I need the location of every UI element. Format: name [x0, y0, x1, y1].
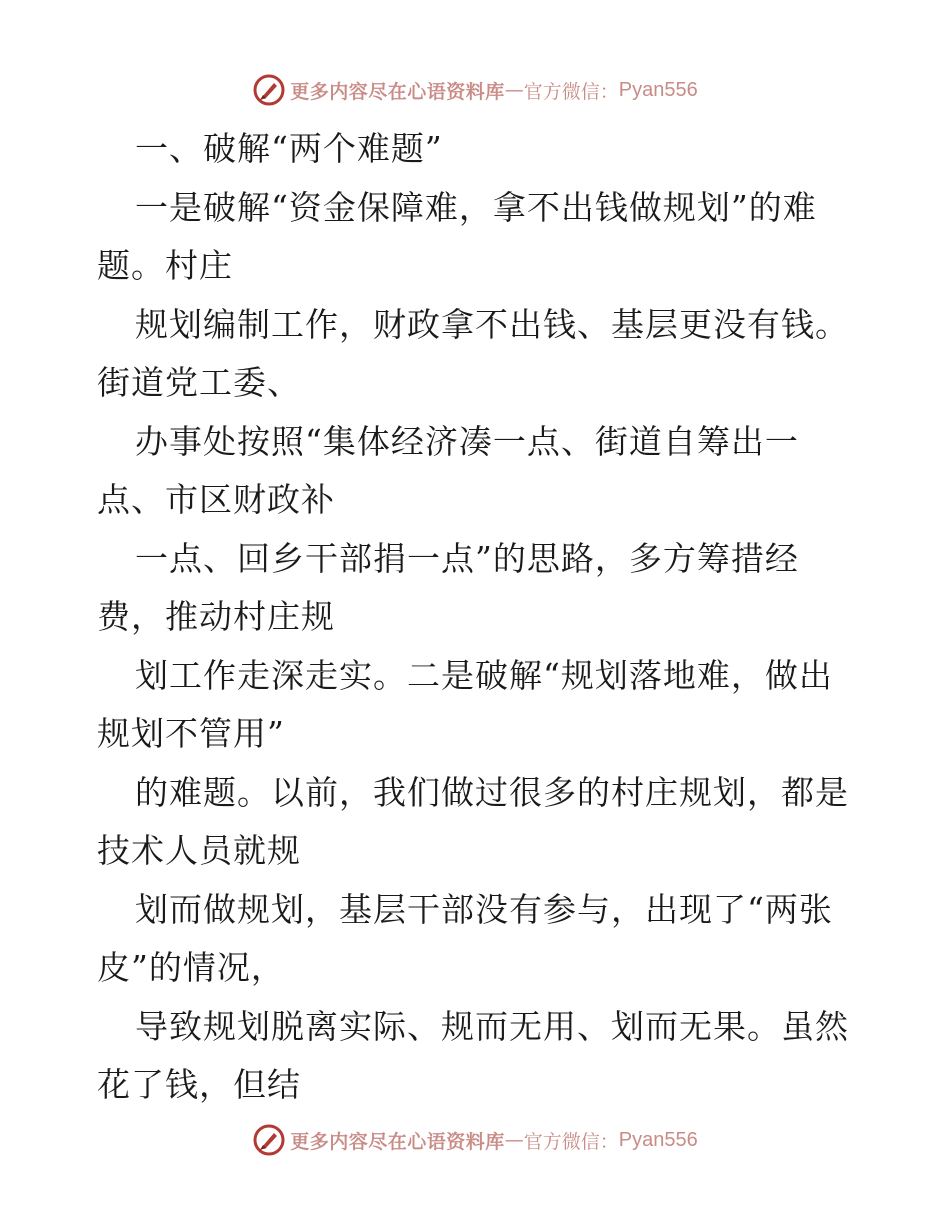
watermark-main-text: 更多内容尽在心语资料库	[290, 1130, 505, 1153]
text-line: 划工作走深走实。二是破解“规划落地难，做出	[135, 655, 833, 695]
footer-watermark	[0, 1120, 950, 1160]
text-line: 一、破解“两个难题”	[135, 129, 443, 168]
text-line: 点、市区财政补	[97, 480, 335, 519]
document-body	[97, 120, 857, 1115]
text-line: 一点、回乡干部捐一点”的思路，多方筹措经	[135, 538, 799, 578]
text-line: 规划编制工作，财政拿不出钱、基层更没有钱。	[135, 304, 849, 344]
header-watermark	[0, 70, 950, 110]
pen-nib-logo-icon	[252, 1123, 286, 1157]
pen-nib-logo-icon	[252, 73, 286, 107]
text-line: 技术人员就规	[97, 831, 301, 870]
text-line: 规划不管用”	[97, 714, 285, 753]
watermark-dash: —	[504, 79, 524, 101]
text-line: 一是破解“资金保障难，拿不出钱做规划”的难	[135, 187, 817, 227]
text-line: 皮”的情况，	[97, 948, 285, 987]
watermark-wechat-label: 官方微信：	[523, 1130, 619, 1153]
text-line: 题。村庄	[97, 246, 233, 285]
text-line: 的难题。以前，我们做过很多的村庄规划，都是	[135, 772, 849, 812]
watermark-wechat-label: 官方微信：	[523, 80, 619, 103]
watermark-wechat-id: Pyan556	[618, 1128, 698, 1151]
text-line: 导致规划脱离实际、规而无用、划而无果。虽然	[135, 1006, 849, 1046]
text-line: 街道党工委、	[97, 363, 301, 402]
text-line: 划而做规划，基层干部没有参与，出现了“两张	[135, 889, 833, 929]
text-line: 费，推动村庄规	[97, 597, 335, 636]
watermark-dash: —	[504, 1129, 524, 1151]
watermark-wechat-id: Pyan556	[618, 78, 698, 101]
text-line: 办事处按照“集体经济凑一点、街道自筹出一	[135, 421, 799, 461]
text-line: 花了钱，但结	[97, 1065, 301, 1104]
watermark-main-text: 更多内容尽在心语资料库	[290, 80, 505, 103]
